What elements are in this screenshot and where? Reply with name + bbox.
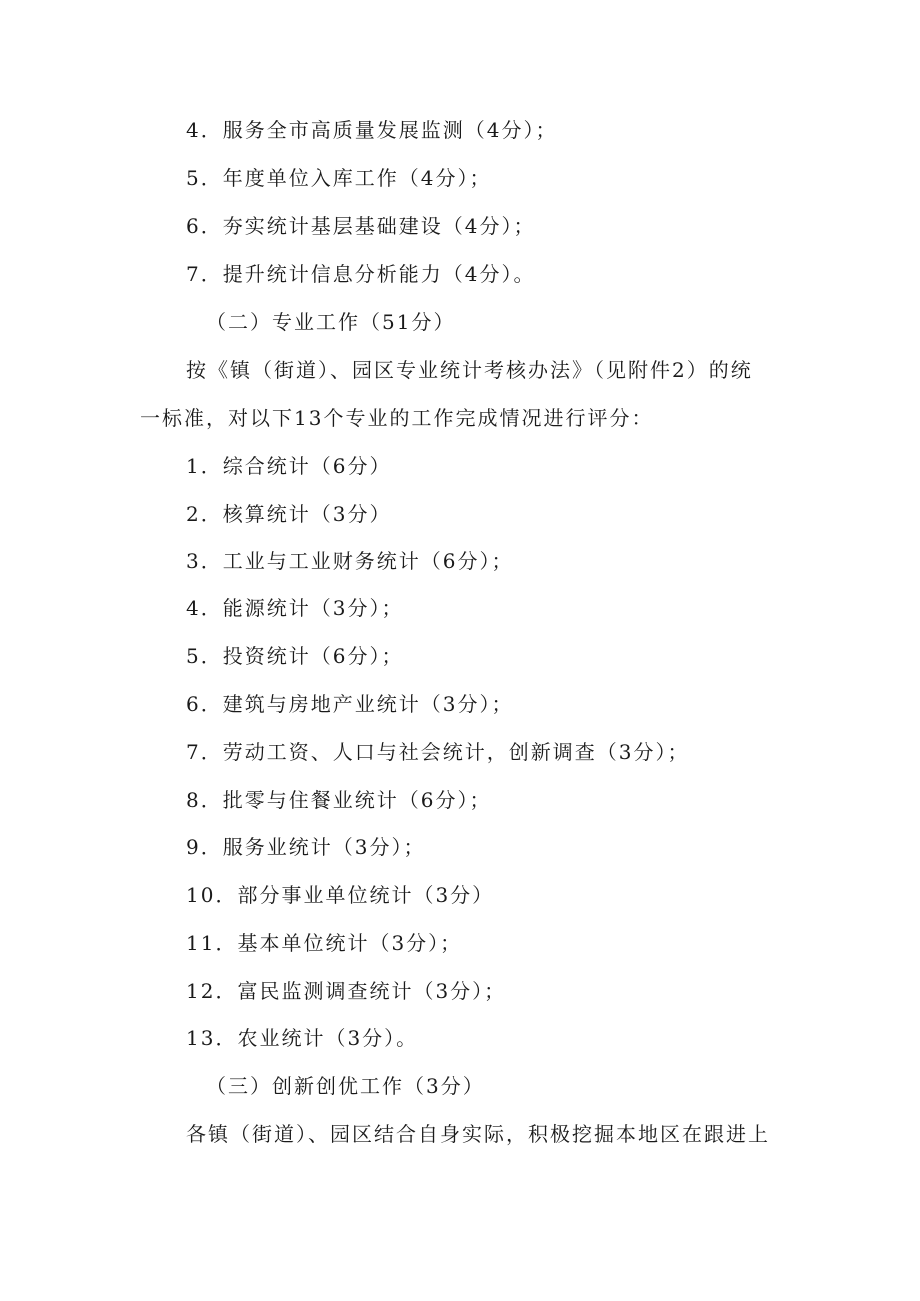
list-item: 7．提升统计信息分析能力（4分）。 — [186, 262, 536, 286]
list-item: 3．工业与工业财务统计（6分）； — [186, 549, 514, 573]
list-item: 9．服务业统计（3分）； — [186, 835, 426, 859]
list-item: 13．农业统计（3分）。 — [186, 1026, 419, 1050]
list-item: 11．基本单位统计（3分）； — [186, 931, 463, 955]
list-item: 1．综合统计（6分） — [186, 454, 392, 478]
list-item: 6．夯实统计基层基础建设（4分）； — [186, 214, 536, 238]
list-item: 2．核算统计（3分） — [186, 502, 392, 526]
paragraph-line: 按《镇（街道）、园区专业统计考核办法》（见附件2）的统 — [186, 358, 753, 382]
section-heading: （三）创新创优工作（3分） — [206, 1074, 485, 1098]
list-item: 6．建筑与房地产业统计（3分）； — [186, 692, 514, 716]
list-item: 5．年度单位入库工作（4分）； — [186, 166, 492, 190]
list-item: 12．富民监测调查统计（3分）； — [186, 979, 507, 1003]
list-item: 7．劳动工资、人口与社会统计，创新调查（3分）； — [186, 740, 690, 764]
list-item: 5．投资统计（6分）； — [186, 644, 404, 668]
list-item: 10．部分事业单位统计（3分） — [186, 883, 495, 907]
list-item: 8．批零与住餐业统计（6分）； — [186, 788, 492, 812]
list-item: 4．能源统计（3分）； — [186, 596, 404, 620]
paragraph-line: 一标准，对以下13个专业的工作完成情况进行评分： — [140, 406, 654, 430]
list-item: 4．服务全市高质量发展监测（4分）； — [186, 118, 558, 142]
paragraph-line: 各镇（街道）、园区结合自身实际，积极挖掘本地区在跟进上 — [186, 1122, 770, 1146]
section-heading: （二）专业工作（51分） — [206, 310, 456, 334]
